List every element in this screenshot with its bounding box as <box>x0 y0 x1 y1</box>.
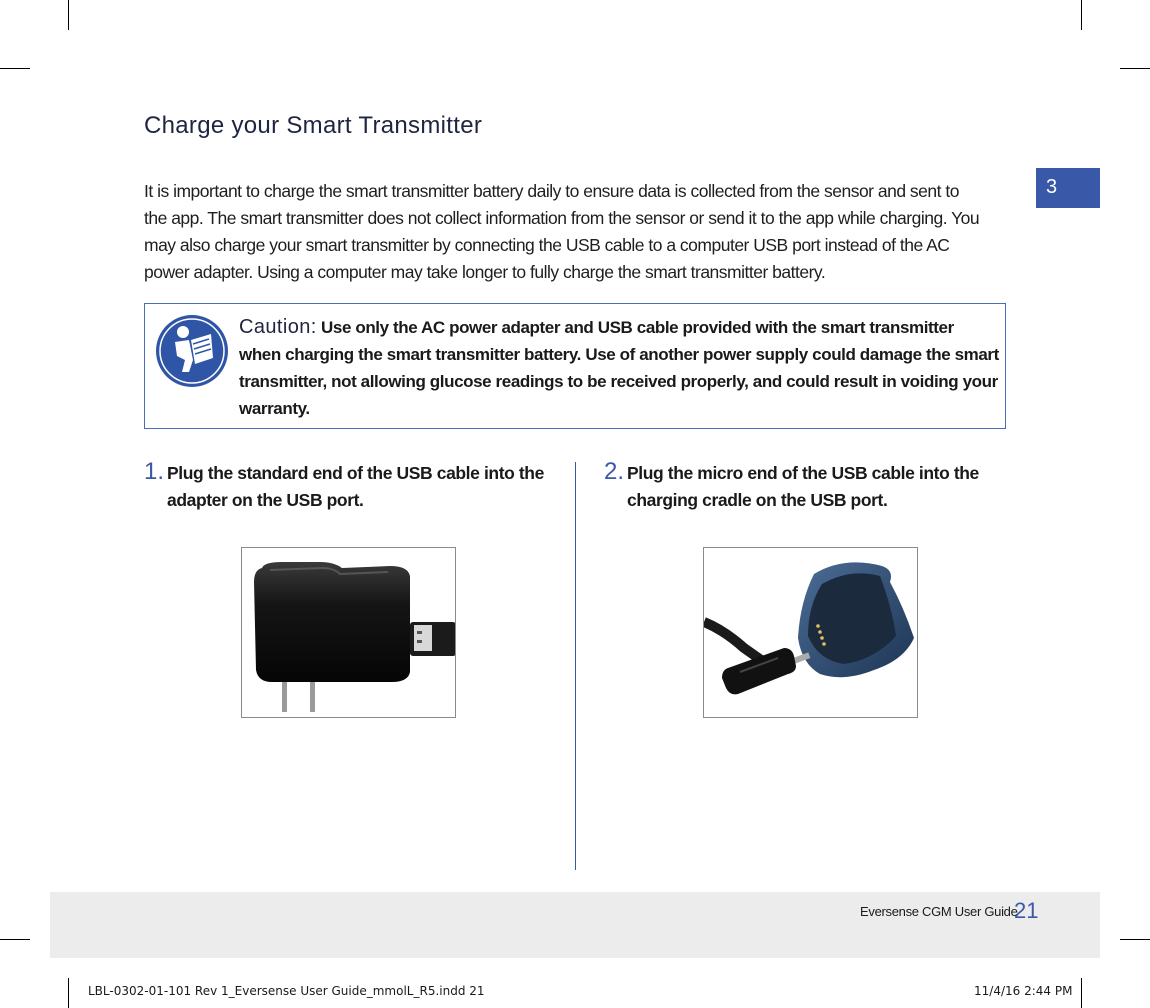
caution-text <box>239 314 999 422</box>
crop-mark <box>1120 939 1150 940</box>
crop-mark <box>0 68 30 69</box>
caution-body: Use only the AC power adapter and USB cable provided with the smart transmitter when charging the smart transmitter battery. Use of another power supply could damage the smart transmitter, not allowing glucose readings to be received properly, and could result in voiding your warranty. <box>239 318 999 418</box>
charging-cradle-photo <box>703 547 918 718</box>
page-number: 21 <box>1014 898 1039 923</box>
footer-band <box>50 892 1100 958</box>
step-text: Plug the standard end of the USB cable into the adapter on the USB port. <box>167 463 544 510</box>
crop-mark <box>68 0 69 30</box>
chapter-number: 3 <box>1046 176 1058 198</box>
chapter-tab <box>1036 168 1100 208</box>
manual-reading-icon <box>155 314 229 388</box>
step-text: Plug the micro end of the USB cable into the charging cradle on the USB port. <box>627 463 979 510</box>
crop-mark <box>68 978 69 1008</box>
crop-mark <box>0 939 30 940</box>
crop-mark <box>1120 68 1150 69</box>
intro-paragraph: It is important to charge the smart transmitter battery daily to ensure data is collected from the sensor and sent to the app. The smart transmitter does not collect information from the sensor or send it to the app while charging. You may also charge your smart transmitter by connecting the USB cable to a computer USB port instead of the AC power adapter. Using a computer may take longer to fully charge the smart transmitter battery. <box>144 181 980 282</box>
crop-mark <box>1081 978 1082 1008</box>
print-slug-left: LBL-0302-01-101 Rev 1_Eversense User Guide_mmolL_R5.indd 21 <box>88 984 485 998</box>
step-number: 2. <box>604 458 625 485</box>
ac-power-adapter-photo <box>241 547 456 718</box>
print-slug-right: 11/4/16 2:44 PM <box>974 984 1073 998</box>
step-number: 1. <box>144 458 165 485</box>
caution-box <box>144 303 1006 429</box>
column-divider <box>575 462 576 870</box>
caution-label: Caution: <box>239 316 317 338</box>
page-title: Charge your Smart Transmitter <box>144 112 483 139</box>
footer-guide-name: Eversense CGM User Guide <box>860 904 1018 919</box>
crop-mark <box>1081 0 1082 30</box>
